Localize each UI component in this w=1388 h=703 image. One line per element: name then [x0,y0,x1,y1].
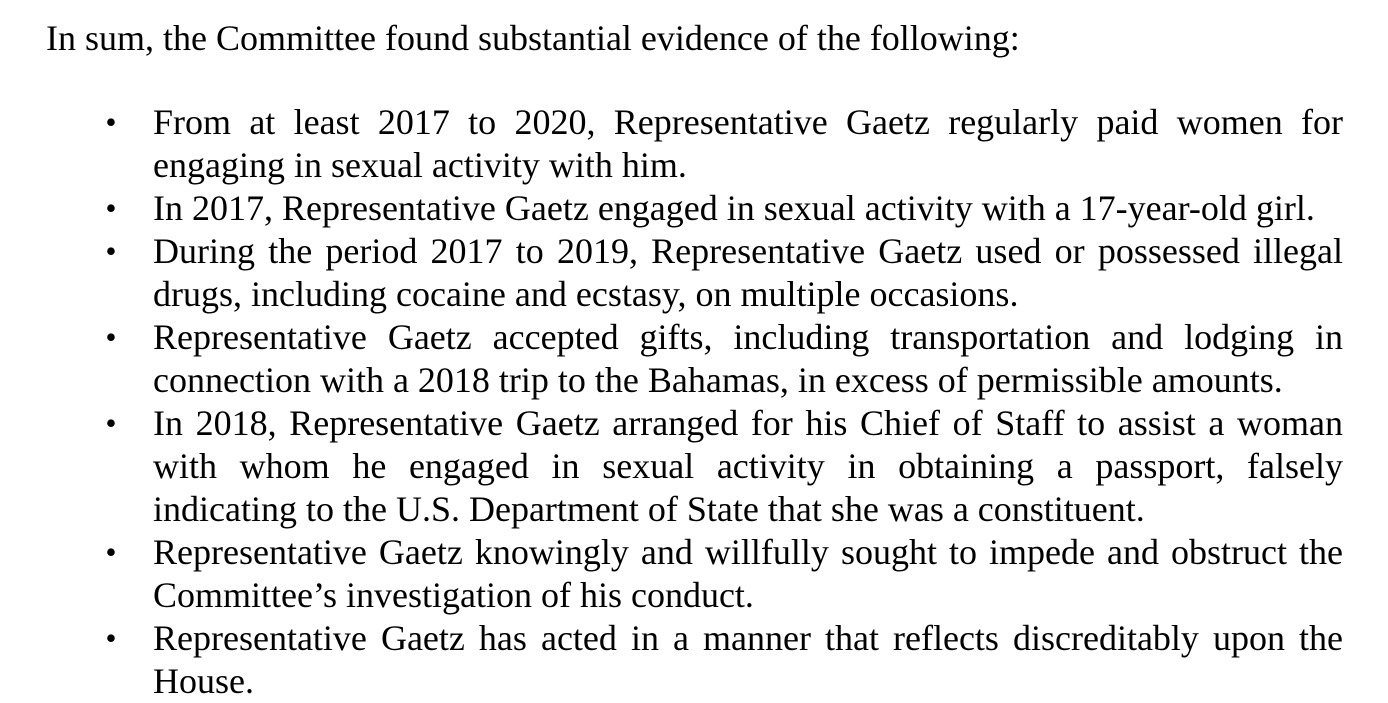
bullet-icon: • [105,190,117,226]
bullet-icon: • [105,104,117,140]
finding-text-3: During the period 2017 to 2019, Representative Gaetz used or possessed illegal drugs, including cocaine and ecstasy, on multiple occasions. [153,231,1343,314]
bullet-icon: • [105,620,117,656]
finding-item-2 [0,187,1388,230]
findings-list [0,101,1388,703]
bullet-icon: • [105,319,117,355]
finding-item-6 [0,531,1388,617]
bullet-icon: • [105,233,117,269]
finding-text-6: Representative Gaetz knowingly and willfully sought to impede and obstruct the Committee’s investigation of his conduct. [153,532,1343,615]
finding-item-3 [0,230,1388,316]
finding-item-1 [0,101,1388,187]
bullet-icon: • [105,405,117,441]
finding-text-7: Representative Gaetz has acted in a manner that reflects discreditably upon the House. [153,618,1343,701]
finding-text-2: In 2017, Representative Gaetz engaged in sexual activity with a 17-year-old girl. [153,188,1315,228]
finding-item-7 [0,617,1388,703]
finding-item-5 [0,402,1388,531]
finding-text-1: From at least 2017 to 2020, Representative Gaetz regularly paid women for engaging in sexual activity with him. [153,102,1343,185]
finding-text-5: In 2018, Representative Gaetz arranged for his Chief of Staff to assist a woman with whom he engaged in sexual activity in obtaining a passport, falsely indicating to the U.S. Department of State that she was a constituent. [153,403,1343,529]
intro-paragraph: In sum, the Committee found substantial evidence of the following: [46,18,1020,58]
bullet-icon: • [105,534,117,570]
finding-item-4 [0,316,1388,402]
finding-text-4: Representative Gaetz accepted gifts, including transportation and lodging in connection with a 2018 trip to the Bahamas, in excess of permissible amounts. [153,317,1343,400]
